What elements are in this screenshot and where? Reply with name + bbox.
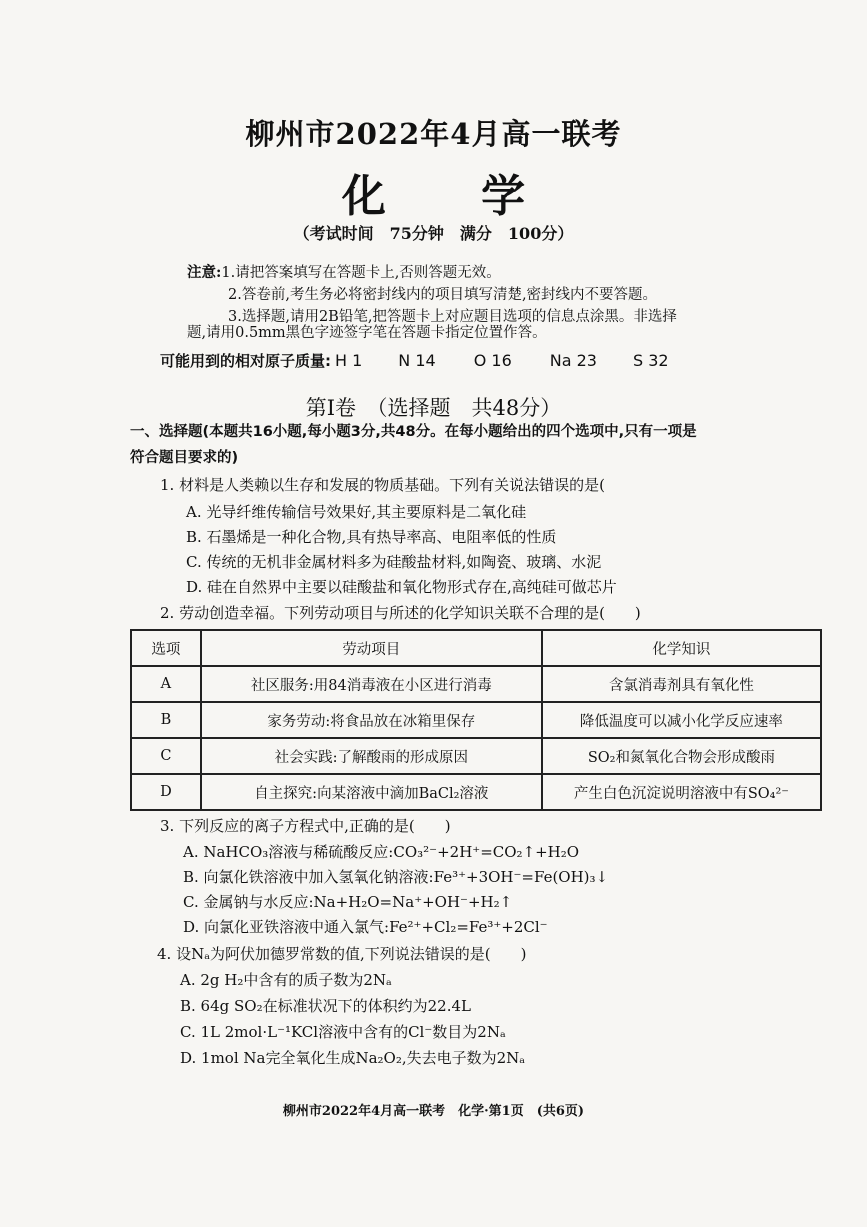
table-row [131,666,821,702]
table-cell: 社会实践:了解酸雨的形成原因 [201,738,542,774]
table-cell: D [131,774,201,810]
q4-option-c: C. 1L 2mol·L⁻¹KCl溶液中含有的Cl⁻数目为2Nₐ [180,1023,506,1041]
atomic-mass-label: 可能用到的相对原子质量: [160,352,331,370]
table-row [131,702,821,738]
table-cell: C [131,738,201,774]
notes-line3: 3.选择题,请用2B铅笔,把答题卡上对应题目选项的信息点涂黑。非选择 [228,309,677,325]
q3-stem: 3. 下列反应的离子方程式中,正确的是( ) [160,817,451,835]
atomic-mass-line [160,350,669,371]
q1-option-a: A. 光导纤维传输信号效果好,其主要原料是二氧化硅 [186,503,527,521]
q1-option-b: B. 石墨烯是一种化合物,具有热导率高、电阻率低的性质 [186,528,557,546]
q2-stem: 2. 劳动创造幸福。下列劳动项目与所述的化学知识关联不合理的是( ) [160,604,641,622]
table-row [131,738,821,774]
subject-title: 化 学 [341,171,566,222]
atomic-mass-n: N 14 [398,351,436,370]
atomic-mass-o: O 16 [473,351,512,370]
table-cell: 自主探究:向某溶液中滴加BaCl₂溶液 [201,774,542,810]
table-cell: 产生白色沉淀说明溶液中有SO₄²⁻ [542,774,821,810]
q2-table [130,629,822,811]
atomic-mass-h: H 1 [335,351,363,370]
q3-option-a: A. NaHCO₃溶液与稀硫酸反应:CO₃²⁻+2H⁺=CO₂↑+H₂O [183,843,580,861]
table-cell: B [131,702,201,738]
table-cell: SO₂和氮氧化合物会形成酸雨 [542,738,821,774]
table-row [131,774,821,810]
notes-line4: 题,请用0.5mm黑色字迹签字笔在答题卡指定位置作答。 [187,325,547,341]
notes-line1: 注意:1.请把答案填写在答题卡上,否则答题无效。 [187,264,501,281]
table-header: 劳动项目 [201,630,542,666]
page-footer: 柳州市2022年4月高一联考 化学·第1页 (共6页) [282,1104,585,1119]
exam-title: 柳州市2022年4月高一联考 [245,117,622,151]
table-header: 选项 [131,630,201,666]
section-instruction-line2: 符合题目要求的) [130,450,239,466]
notes-line2: 2.答卷前,考生务必将密封线内的项目填写清楚,密封线内不要答题。 [228,287,658,303]
table-cell: 社区服务:用84消毒液在小区进行消毒 [201,666,542,702]
q4-stem: 4. 设Nₐ为阿伏加德罗常数的值,下列说法错误的是( ) [157,945,527,963]
q1-option-c: C. 传统的无机非金属材料多为硅酸盐材料,如陶瓷、玻璃、水泥 [186,553,602,571]
table-header: 化学知识 [542,630,821,666]
q3-option-c: C. 金属钠与水反应:Na+H₂O=Na⁺+OH⁻+H₂↑ [183,893,513,911]
q4-option-b: B. 64g SO₂在标准状况下的体积约为22.4L [180,997,471,1015]
table-header-row [131,630,821,666]
section-title: 第Ⅰ卷 （选择题 共48分） [305,396,562,420]
q1-stem: 1. 材料是人类赖以生存和发展的物质基础。下列有关说法错误的是( [160,476,605,494]
section-instruction-line1: 一、选择题(本题共16小题,每小题3分,共48分。在每小题给出的四个选项中,只有一项是 [130,424,697,440]
q1-option-d: D. 硅在自然界中主要以硅酸盐和氧化物形式存在,高纯硅可做芯片 [186,578,617,596]
table-cell: 家务劳动:将食品放在冰箱里保存 [201,702,542,738]
table-cell: A [131,666,201,702]
q3-option-b: B. 向氯化铁溶液中加入氢氧化钠溶液:Fe³⁺+3OH⁻=Fe(OH)₃↓ [183,868,609,886]
table-cell: 降低温度可以减小化学反应速率 [542,702,821,738]
table-cell: 含氯消毒剂具有氧化性 [542,666,821,702]
q4-option-d: D. 1mol Na完全氧化生成Na₂O₂,失去电子数为2Nₐ [180,1049,526,1067]
atomic-mass-na: Na 23 [549,351,597,370]
q3-option-d: D. 向氯化亚铁溶液中通入氯气:Fe²⁺+Cl₂=Fe³⁺+2Cl⁻ [183,918,548,936]
q4-option-a: A. 2g H₂中含有的质子数为2Nₐ [180,971,392,989]
atomic-mass-s: S 32 [632,351,669,370]
exam-info: （考试时间 75分钟 满分 100分） [293,224,574,243]
notes-label: 注意: [187,264,222,281]
